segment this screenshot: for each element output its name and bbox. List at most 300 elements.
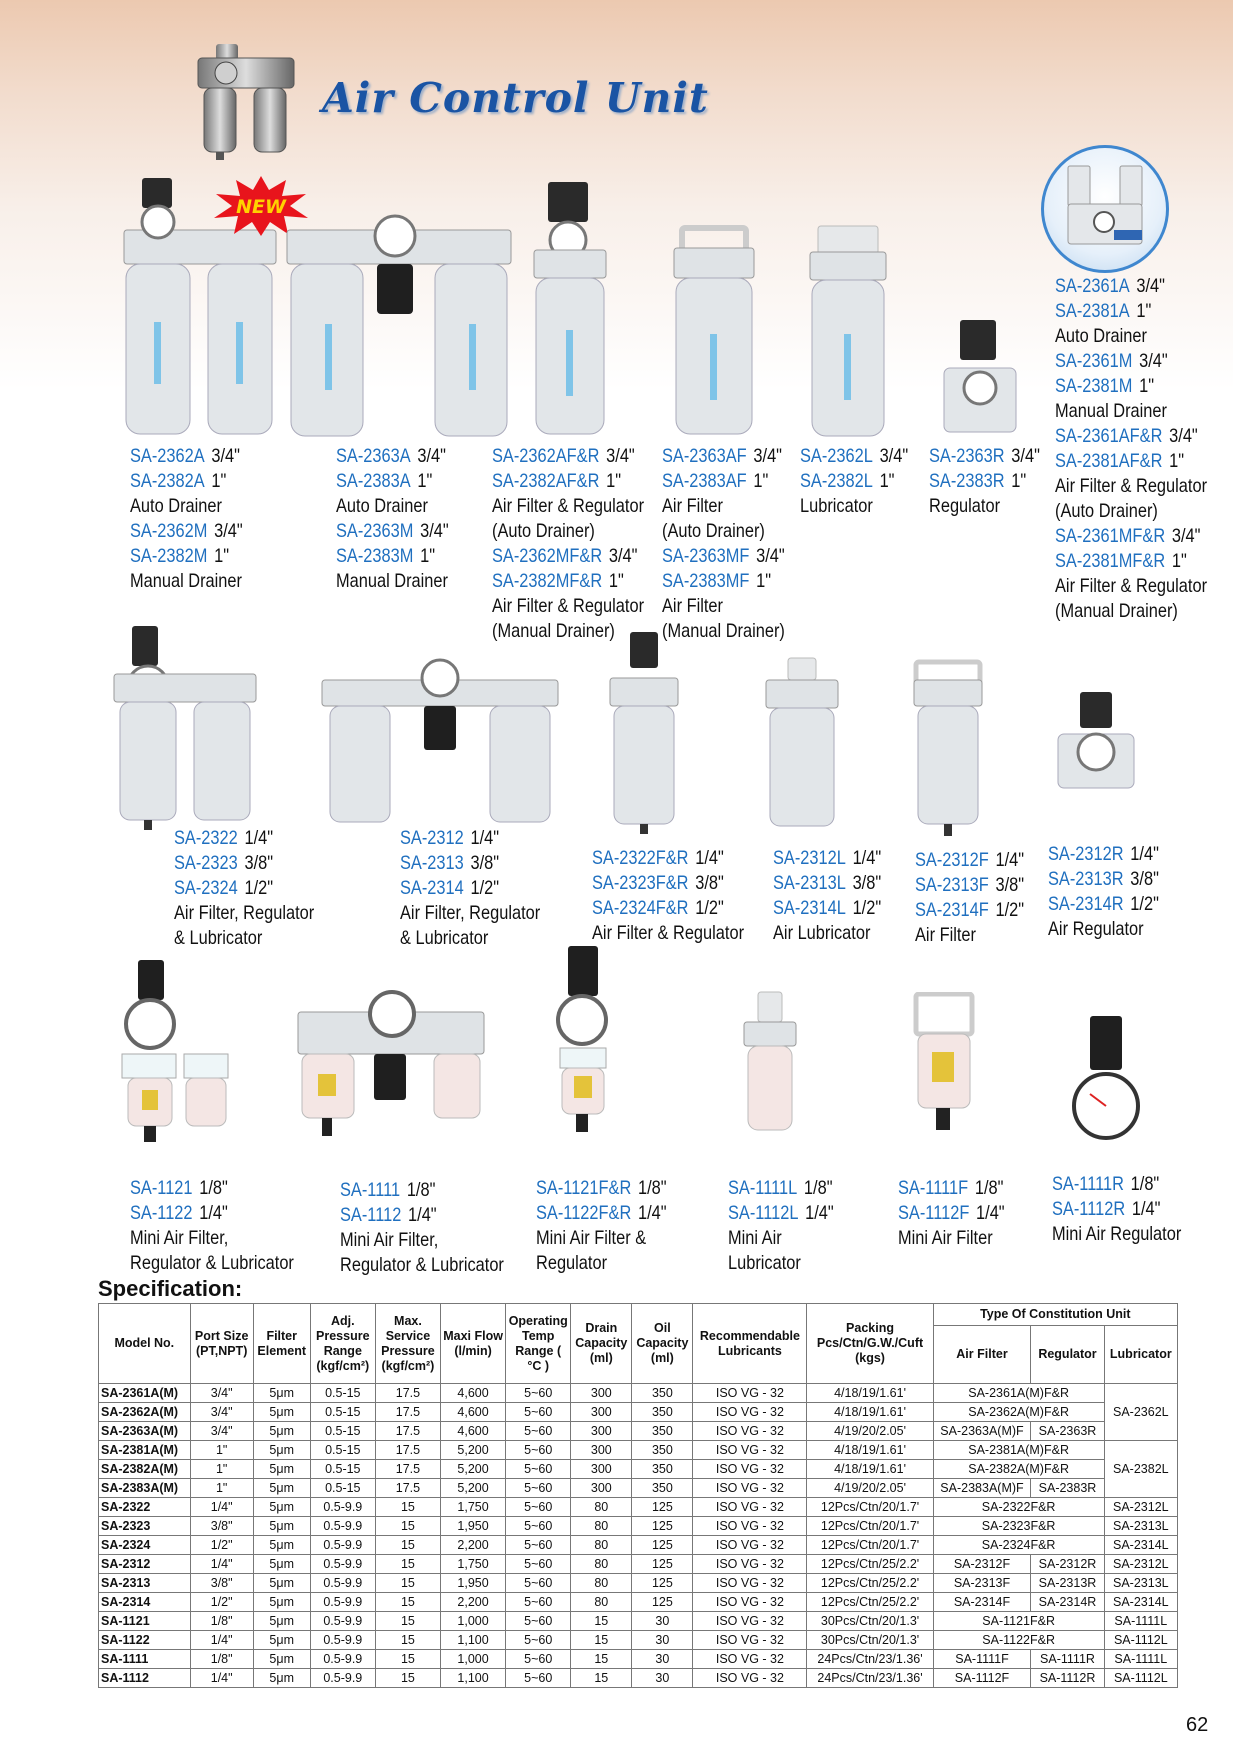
- label-block-g16: [536, 1176, 667, 1276]
- model-line: [1055, 349, 1207, 374]
- table-cell: ISO VG - 32: [693, 1384, 807, 1403]
- model-number: SA-1122F&R: [536, 1202, 632, 1224]
- model-line: [1055, 449, 1207, 474]
- port-size: 3/8": [695, 872, 724, 894]
- col-flow: Maxi Flow (l/min): [441, 1304, 506, 1384]
- model-line: [400, 826, 540, 851]
- model-number: SA-2382M: [130, 545, 208, 567]
- description-line: Air Filter & Regulator: [492, 595, 645, 617]
- port-size: 1/4": [995, 849, 1025, 871]
- model-number: SA-2363A: [336, 445, 411, 467]
- table-cell: 0.5-9.9: [310, 1593, 375, 1612]
- table-cell: 80: [571, 1593, 632, 1612]
- description-line: (Auto Drainer): [1055, 500, 1158, 522]
- filter-regulator-image: [530, 180, 610, 440]
- port-size: 1": [420, 545, 436, 567]
- col-model: Model No.: [99, 1304, 191, 1384]
- description-line: Auto Drainer: [1055, 325, 1147, 347]
- model-number: SA-2382L: [800, 470, 873, 492]
- label-block-g7: [1055, 274, 1207, 624]
- table-cell: 0.5-15: [310, 1479, 375, 1498]
- table-cell: SA-2312: [99, 1555, 191, 1574]
- col-max: Max. Service Pressure (kgf/cm²): [375, 1304, 440, 1384]
- description-line: Mini Air Filter: [898, 1227, 993, 1249]
- port-size: 3/4": [756, 545, 785, 567]
- model-line: [130, 444, 243, 469]
- table-cell: 80: [571, 1574, 632, 1593]
- table-cell: SA-2381A(M): [99, 1441, 191, 1460]
- table-cell: 1,950: [441, 1517, 506, 1536]
- model-line: [662, 544, 785, 569]
- spec-title: Specification:: [98, 1276, 243, 1301]
- table-row: [99, 1517, 1178, 1536]
- description-line: Manual Drainer: [130, 570, 242, 592]
- model-line: [800, 444, 908, 469]
- table-cell: 1,100: [441, 1631, 506, 1650]
- model-number: SA-2361A: [1055, 275, 1130, 297]
- port-size: 1/4": [638, 1202, 667, 1224]
- port-size: 1/2": [470, 877, 500, 899]
- table-cell: SA-1111: [99, 1650, 191, 1669]
- table-cell: 0.5-9.9: [310, 1517, 375, 1536]
- table-cell: 1/4": [190, 1631, 253, 1650]
- table-cell: 125: [632, 1574, 693, 1593]
- table-cell: 15: [375, 1574, 440, 1593]
- table-cell: 300: [571, 1384, 632, 1403]
- table-cell: 12Pcs/Ctn/20/1.7': [807, 1517, 933, 1536]
- table-cell: ISO VG - 32: [693, 1517, 807, 1536]
- table-cell: 5~60: [506, 1650, 571, 1669]
- table-cell: 1": [190, 1441, 253, 1460]
- table-cell: 17.5: [375, 1422, 440, 1441]
- port-size: 1/8": [199, 1177, 228, 1199]
- col-pack: Packing Pcs/Ctn/G.W./Cuft (kgs): [807, 1304, 933, 1384]
- table-cell: 15: [375, 1555, 440, 1574]
- col-lubricator: Lubricator: [1104, 1326, 1177, 1384]
- table-cell: 1/2": [190, 1536, 253, 1555]
- table-cell: 350: [632, 1422, 693, 1441]
- table-cell: 5~60: [506, 1612, 571, 1631]
- col-oil: Oil Capacity (ml): [632, 1304, 693, 1384]
- unit-cell: SA-1112L: [1104, 1631, 1177, 1650]
- page-title: Air Control Unit: [322, 74, 709, 122]
- port-size: 1": [1139, 375, 1155, 397]
- new-badge-text: NEW: [236, 196, 286, 218]
- description-line: (Manual Drainer): [492, 620, 615, 642]
- model-number: SA-2362AF&R: [492, 445, 600, 467]
- model-number: SA-2361AF&R: [1055, 425, 1163, 447]
- label-block-g11: [773, 846, 881, 946]
- table-cell: 80: [571, 1555, 632, 1574]
- label-block-g14: [130, 1176, 294, 1276]
- model-number: SA-2362M: [130, 520, 208, 542]
- port-size: 3/4": [211, 445, 240, 467]
- model-line: [400, 876, 540, 901]
- model-line: [728, 1176, 834, 1201]
- table-cell: ISO VG - 32: [693, 1593, 807, 1612]
- unit-cell: SA-1111R: [1031, 1650, 1104, 1669]
- model-line: [662, 469, 785, 494]
- table-row: [99, 1479, 1178, 1498]
- label-block-g2: [336, 444, 449, 594]
- port-size: 1/4": [805, 1202, 834, 1224]
- port-size: 3/4": [1169, 425, 1198, 447]
- table-cell: SA-2362A(M): [99, 1403, 191, 1422]
- table-row: [99, 1669, 1178, 1688]
- model-line: [728, 1201, 834, 1226]
- port-size: 1/4": [408, 1204, 437, 1226]
- description-line: (Auto Drainer): [662, 520, 765, 542]
- table-cell: 15: [375, 1650, 440, 1669]
- mini-frl-b-image: [296, 990, 486, 1150]
- model-line: [336, 544, 449, 569]
- model-number: SA-2383AF: [662, 470, 747, 492]
- table-cell: 350: [632, 1441, 693, 1460]
- port-size: 3/4": [1171, 525, 1201, 547]
- description-line: Regulator: [536, 1252, 608, 1274]
- model-line: [130, 519, 243, 544]
- table-row: [99, 1498, 1178, 1517]
- model-number: SA-2383A: [336, 470, 411, 492]
- model-number: SA-2381M: [1055, 375, 1133, 397]
- table-cell: 15: [571, 1650, 632, 1669]
- description-line: (Manual Drainer): [662, 620, 785, 642]
- model-number: SA-1112: [340, 1204, 402, 1226]
- table-cell: 1/2": [190, 1593, 253, 1612]
- unit-cell: SA-1112R: [1031, 1669, 1104, 1688]
- model-line: [800, 469, 908, 494]
- description-line: Auto Drainer: [336, 495, 428, 517]
- frl-logo-icon: [196, 42, 296, 160]
- model-line: [898, 1176, 1005, 1201]
- table-cell: 15: [571, 1631, 632, 1650]
- table-cell: 0.5-9.9: [310, 1498, 375, 1517]
- table-cell: 0.5-9.9: [310, 1574, 375, 1593]
- unit-cell: SA-2312R: [1031, 1555, 1104, 1574]
- model-line: [400, 851, 540, 876]
- filter-1-4-image: [910, 658, 986, 838]
- table-cell: 15: [571, 1669, 632, 1688]
- port-size: 1": [1171, 550, 1187, 572]
- table-cell: 350: [632, 1460, 693, 1479]
- table-cell: 0.5-9.9: [310, 1669, 375, 1688]
- model-line: [1052, 1172, 1181, 1197]
- model-number: SA-2383R: [929, 470, 1005, 492]
- unit-cell: SA-2313L: [1104, 1517, 1177, 1536]
- table-cell: SA-2361A(M): [99, 1384, 191, 1403]
- table-cell: 17.5: [375, 1403, 440, 1422]
- col-drain: Drain Capacity (ml): [571, 1304, 632, 1384]
- model-number: SA-1111F: [898, 1177, 969, 1199]
- description-line: Air Filter & Regulator: [492, 495, 645, 517]
- table-cell: 17.5: [375, 1441, 440, 1460]
- table-cell: 5μm: [253, 1441, 310, 1460]
- table-cell: SA-2363A(M): [99, 1422, 191, 1441]
- table-cell: 80: [571, 1498, 632, 1517]
- label-block-g1: [130, 444, 243, 594]
- port-size: 3/4": [1136, 275, 1165, 297]
- model-number: SA-2362L: [800, 445, 873, 467]
- port-size: 1": [753, 470, 769, 492]
- description-line: Lubricator: [728, 1252, 801, 1274]
- table-cell: 5~60: [506, 1441, 571, 1460]
- mini-frl-a-image: [108, 958, 232, 1148]
- description-line: Regulator & Lubricator: [130, 1252, 294, 1274]
- model-number: SA-2382MF&R: [492, 570, 603, 592]
- port-size: 1/2": [695, 897, 724, 919]
- table-cell: 5~60: [506, 1403, 571, 1422]
- table-cell: 1,100: [441, 1669, 506, 1688]
- description-line: Air Filter & Regulator: [1055, 475, 1208, 497]
- table-cell: 300: [571, 1422, 632, 1441]
- description-line: Air Filter: [662, 595, 723, 617]
- col-group: Type Of Constitution Unit: [933, 1304, 1177, 1326]
- table-cell: 1,750: [441, 1498, 506, 1517]
- table-cell: 5~60: [506, 1517, 571, 1536]
- port-size: 1/4": [1131, 1198, 1161, 1220]
- model-line: [1048, 867, 1159, 892]
- table-cell: 24Pcs/Ctn/23/1.36': [807, 1669, 933, 1688]
- model-line: [592, 846, 744, 871]
- table-cell: 125: [632, 1498, 693, 1517]
- table-cell: 30: [632, 1669, 693, 1688]
- table-row: [99, 1384, 1178, 1403]
- model-number: SA-2314R: [1048, 893, 1124, 915]
- table-cell: 15: [375, 1631, 440, 1650]
- table-cell: 0.5-9.9: [310, 1631, 375, 1650]
- model-line: [592, 896, 744, 921]
- table-cell: 5,200: [441, 1441, 506, 1460]
- model-number: SA-2323: [174, 852, 238, 874]
- table-row: [99, 1612, 1178, 1631]
- model-number: SA-2361M: [1055, 350, 1133, 372]
- table-cell: 17.5: [375, 1479, 440, 1498]
- description-line: Mini Air Filter,: [340, 1229, 439, 1251]
- table-cell: 5~60: [506, 1479, 571, 1498]
- model-line: [1048, 892, 1159, 917]
- description-line: Air Filter: [915, 924, 976, 946]
- lubricator-image: [808, 224, 888, 440]
- port-size: 3/8": [852, 872, 882, 894]
- table-cell: SA-2383A(M): [99, 1479, 191, 1498]
- model-line: [130, 469, 243, 494]
- model-number: SA-1112F: [898, 1202, 970, 1224]
- model-line: [929, 469, 1040, 494]
- table-cell: 1,000: [441, 1612, 506, 1631]
- unit-cell: SA-2314L: [1104, 1536, 1177, 1555]
- table-cell: ISO VG - 32: [693, 1403, 807, 1422]
- table-cell: 30: [632, 1612, 693, 1631]
- port-size: 3/8": [1130, 868, 1159, 890]
- port-size: 1/8": [803, 1177, 833, 1199]
- port-size: 3/8": [995, 874, 1025, 896]
- model-number: SA-2382A: [130, 470, 205, 492]
- model-line: [915, 848, 1024, 873]
- model-line: [336, 519, 449, 544]
- col-air-filter: Air Filter: [933, 1326, 1031, 1384]
- table-cell: 2,200: [441, 1593, 506, 1612]
- model-line: [773, 896, 881, 921]
- table-cell: 5μm: [253, 1422, 310, 1441]
- model-line: [1048, 842, 1159, 867]
- table-cell: ISO VG - 32: [693, 1612, 807, 1631]
- table-cell: ISO VG - 32: [693, 1479, 807, 1498]
- unit-cell: SA-1111L: [1104, 1612, 1177, 1631]
- col-regulator: Regulator: [1031, 1326, 1104, 1384]
- port-size: 1": [417, 470, 433, 492]
- table-cell: SA-2322: [99, 1498, 191, 1517]
- label-block-g12: [915, 848, 1024, 948]
- table-cell: SA-1112: [99, 1669, 191, 1688]
- model-number: SA-2314F: [915, 899, 989, 921]
- port-size: 1/4": [976, 1202, 1005, 1224]
- table-cell: 30: [632, 1631, 693, 1650]
- table-cell: 15: [375, 1669, 440, 1688]
- table-cell: 4/19/20/2.05': [807, 1422, 933, 1441]
- mini-filter-regulator-image: [550, 944, 616, 1144]
- table-cell: SA-2313: [99, 1574, 191, 1593]
- port-size: 3/8": [244, 852, 274, 874]
- table-cell: 17.5: [375, 1460, 440, 1479]
- table-cell: 5μm: [253, 1384, 310, 1403]
- label-block-g8: [174, 826, 314, 951]
- table-cell: 5μm: [253, 1593, 310, 1612]
- port-size: 1/4": [199, 1202, 228, 1224]
- table-cell: 1/8": [190, 1650, 253, 1669]
- table-cell: 350: [632, 1403, 693, 1422]
- model-line: [492, 444, 644, 469]
- table-cell: 2,200: [441, 1536, 506, 1555]
- table-cell: 1": [190, 1479, 253, 1498]
- table-cell: 3/4": [190, 1384, 253, 1403]
- table-cell: 5μm: [253, 1403, 310, 1422]
- unit-cell: SA-2312F: [933, 1555, 1031, 1574]
- port-size: 1/2": [244, 877, 274, 899]
- description-line: Air Regulator: [1048, 918, 1144, 940]
- model-number: SA-2383MF: [662, 570, 750, 592]
- port-size: 1": [606, 470, 622, 492]
- description-line: Air Filter, Regulator: [400, 902, 541, 924]
- description-line: Regulator & Lubricator: [340, 1254, 504, 1276]
- model-number: SA-2313R: [1048, 868, 1124, 890]
- port-size: 1/8": [638, 1177, 667, 1199]
- table-cell: 4/19/20/2.05': [807, 1479, 933, 1498]
- table-cell: 15: [375, 1593, 440, 1612]
- unit-cell: SA-2322F&R: [933, 1498, 1104, 1517]
- label-block-g5: [800, 444, 908, 519]
- model-line: [174, 876, 314, 901]
- table-cell: 5μm: [253, 1669, 310, 1688]
- lubricator-1-4-image: [762, 656, 842, 832]
- frl-1-4-unit-a-image: [110, 622, 260, 832]
- table-cell: 5~60: [506, 1555, 571, 1574]
- table-cell: 3/8": [190, 1517, 253, 1536]
- port-size: 3/4": [606, 445, 635, 467]
- label-block-g3: [492, 444, 644, 644]
- table-cell: 1,000: [441, 1650, 506, 1669]
- model-number: SA-2381AF&R: [1055, 450, 1163, 472]
- label-block-g9: [400, 826, 540, 951]
- unit-cell: SA-2382A(M)F&R: [933, 1460, 1104, 1479]
- model-line: [662, 444, 785, 469]
- table-cell: 3/4": [190, 1403, 253, 1422]
- port-size: 1": [608, 570, 624, 592]
- table-cell: 4/18/19/1.61': [807, 1441, 933, 1460]
- table-row: [99, 1441, 1178, 1460]
- table-cell: 5,200: [441, 1479, 506, 1498]
- port-size: 1/8": [974, 1177, 1004, 1199]
- table-cell: 12Pcs/Ctn/25/2.2': [807, 1574, 933, 1593]
- table-cell: 125: [632, 1555, 693, 1574]
- table-cell: 4/18/19/1.61': [807, 1403, 933, 1422]
- port-size: 3/8": [470, 852, 500, 874]
- table-cell: 300: [571, 1403, 632, 1422]
- description-line: Lubricator: [800, 495, 873, 517]
- label-block-g18: [898, 1176, 1005, 1251]
- port-size: 1": [1011, 470, 1027, 492]
- model-number: SA-2313F: [915, 874, 989, 896]
- table-cell: 5μm: [253, 1479, 310, 1498]
- table-cell: 0.5-9.9: [310, 1555, 375, 1574]
- table-cell: SA-1121: [99, 1612, 191, 1631]
- unit-cell: SA-2361A(M)F&R: [933, 1384, 1104, 1403]
- unit-cell: SA-2383A(M)F: [933, 1479, 1031, 1498]
- model-line: [340, 1178, 504, 1203]
- table-cell: 300: [571, 1441, 632, 1460]
- table-cell: 4/18/19/1.61': [807, 1460, 933, 1479]
- table-cell: 1/8": [190, 1612, 253, 1631]
- unit-cell: SA-2381A(M)F&R: [933, 1441, 1104, 1460]
- table-cell: 12Pcs/Ctn/25/2.2': [807, 1555, 933, 1574]
- description-line: Mini Air Filter &: [536, 1227, 647, 1249]
- model-number: SA-1111: [340, 1179, 401, 1201]
- table-cell: ISO VG - 32: [693, 1555, 807, 1574]
- description-line: Auto Drainer: [130, 495, 222, 517]
- model-number: SA-1111L: [728, 1177, 798, 1199]
- table-cell: 15: [375, 1612, 440, 1631]
- description-line: (Auto Drainer): [492, 520, 595, 542]
- port-size: 3/4": [753, 445, 782, 467]
- spec-table: [98, 1303, 1178, 1688]
- port-size: 1/2": [852, 897, 882, 919]
- label-block-g13: [1048, 842, 1159, 942]
- table-cell: ISO VG - 32: [693, 1460, 807, 1479]
- port-size: 1/4": [852, 847, 882, 869]
- port-size: 1": [879, 470, 895, 492]
- table-cell: 5~60: [506, 1536, 571, 1555]
- port-size: 3/4": [417, 445, 446, 467]
- table-cell: 5~60: [506, 1593, 571, 1612]
- model-number: SA-2314: [400, 877, 464, 899]
- table-cell: 5~60: [506, 1422, 571, 1441]
- table-row: [99, 1650, 1178, 1669]
- table-row: [99, 1536, 1178, 1555]
- table-cell: 80: [571, 1536, 632, 1555]
- table-cell: 5~60: [506, 1669, 571, 1688]
- unit-cell: SA-2363R: [1031, 1422, 1104, 1441]
- table-cell: 4,600: [441, 1403, 506, 1422]
- table-cell: SA-2324: [99, 1536, 191, 1555]
- model-number: SA-2313L: [773, 872, 846, 894]
- table-cell: 17.5: [375, 1384, 440, 1403]
- unit-cell: SA-2313L: [1104, 1574, 1177, 1593]
- col-temp: Operating Temp Range ( °C ): [506, 1304, 571, 1384]
- model-number: SA-2383M: [336, 545, 414, 567]
- model-number: SA-2322: [174, 827, 238, 849]
- model-line: [336, 444, 449, 469]
- table-cell: 0.5-15: [310, 1460, 375, 1479]
- model-number: SA-1112L: [728, 1202, 799, 1224]
